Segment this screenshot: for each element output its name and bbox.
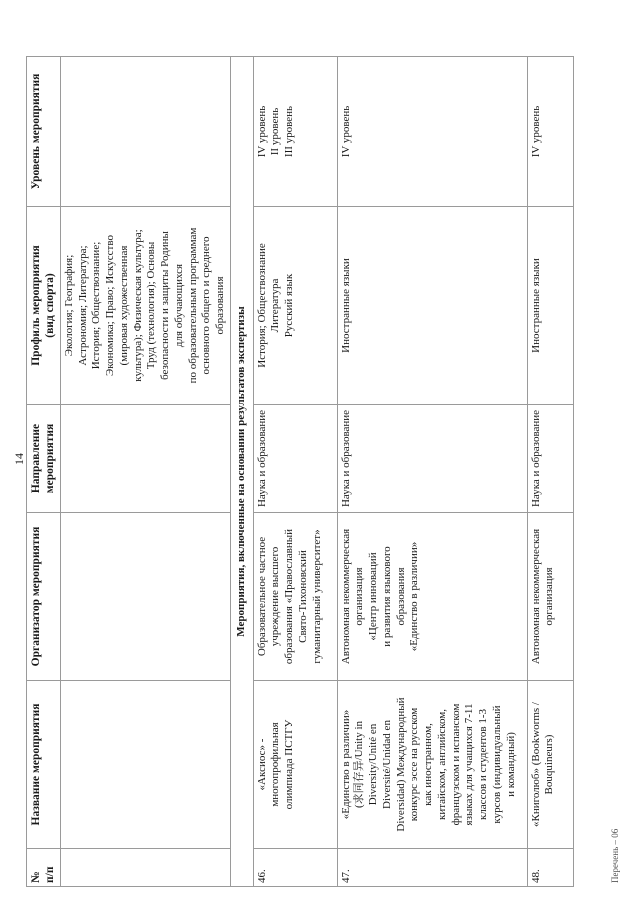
cell-num: 46. — [253, 849, 337, 887]
events-table — [26, 56, 574, 887]
header-direction: Направление мероприятия — [27, 405, 61, 513]
cell-organizer: Автономная некоммерческая организация — [527, 513, 573, 681]
cell-direction: Наука и образование — [337, 405, 527, 513]
cell-num — [60, 849, 230, 887]
cell-direction — [60, 405, 230, 513]
cell-organizer: Автономная некоммерческая организация «Центр инноваций и развития языкового образования «Единство в различии» — [337, 513, 527, 681]
cell-level: IV уровень — [337, 57, 527, 207]
header-row — [27, 57, 61, 887]
cell-num: 48. — [527, 849, 573, 887]
header-num: № п/п — [27, 849, 61, 887]
cell-direction: Наука и образование — [253, 405, 337, 513]
header-name: Название мероприятия — [27, 681, 61, 849]
section-title: Мероприятия, включенные на основании результатов экспертизы — [230, 57, 253, 887]
cell-num: 47. — [337, 849, 527, 887]
cell-profile: Иностранные языки — [337, 207, 527, 405]
footer-note: Перечень – 06 — [610, 828, 620, 883]
cell-name — [60, 681, 230, 849]
header-organizer: Организатор мероприятия — [27, 513, 61, 681]
table-row — [527, 57, 573, 887]
cell-level: IV уровень II уровень III уровень — [253, 57, 337, 207]
cell-level: IV уровень — [527, 57, 573, 207]
cell-name: «Единство в различии» (求同存异/Unity in Diversity/Unité en Diversité/Unidad en Diversidad) Международный конкурс эссе на русском как иностранном, китайском, английском, французском и испанском языках для учащихся 7-11 классов и студентов 1-3 курсов (индивидуальный и командный) — [337, 681, 527, 849]
header-profile: Профиль мероприятия (вид спорта) — [27, 207, 61, 405]
section-row — [230, 57, 253, 887]
continuation-row — [60, 57, 230, 887]
page-number: 14 — [12, 453, 26, 465]
cell-organizer: Образовательное частное учреждение высшего образования «Православный Свято-Тихоновский гуманитарный университет» — [253, 513, 337, 681]
cell-name: «Книголюб» (Bookworms / Bouquineurs) — [527, 681, 573, 849]
table-row — [253, 57, 337, 887]
cell-profile: Экология; География; Астрономия; Литература; История; Обществознание; Экономика; Право; Искусство (мировая художественная культура); Физическая культура; Труд (технология); Основы безопасности и защиты Родины для обучающихся по образовательным программам основного общего и среднего образования — [60, 207, 230, 405]
cell-profile: Иностранные языки — [527, 207, 573, 405]
cell-direction: Наука и образование — [527, 405, 573, 513]
table-row — [337, 57, 527, 887]
header-level: Уровень мероприятия — [27, 57, 61, 207]
cell-level — [60, 57, 230, 207]
cell-name: «Аксиос» - многопрофильная олимпиада ПСТГУ — [253, 681, 337, 849]
cell-profile: История; Обществознание Литература Русский язык — [253, 207, 337, 405]
cell-organizer — [60, 513, 230, 681]
